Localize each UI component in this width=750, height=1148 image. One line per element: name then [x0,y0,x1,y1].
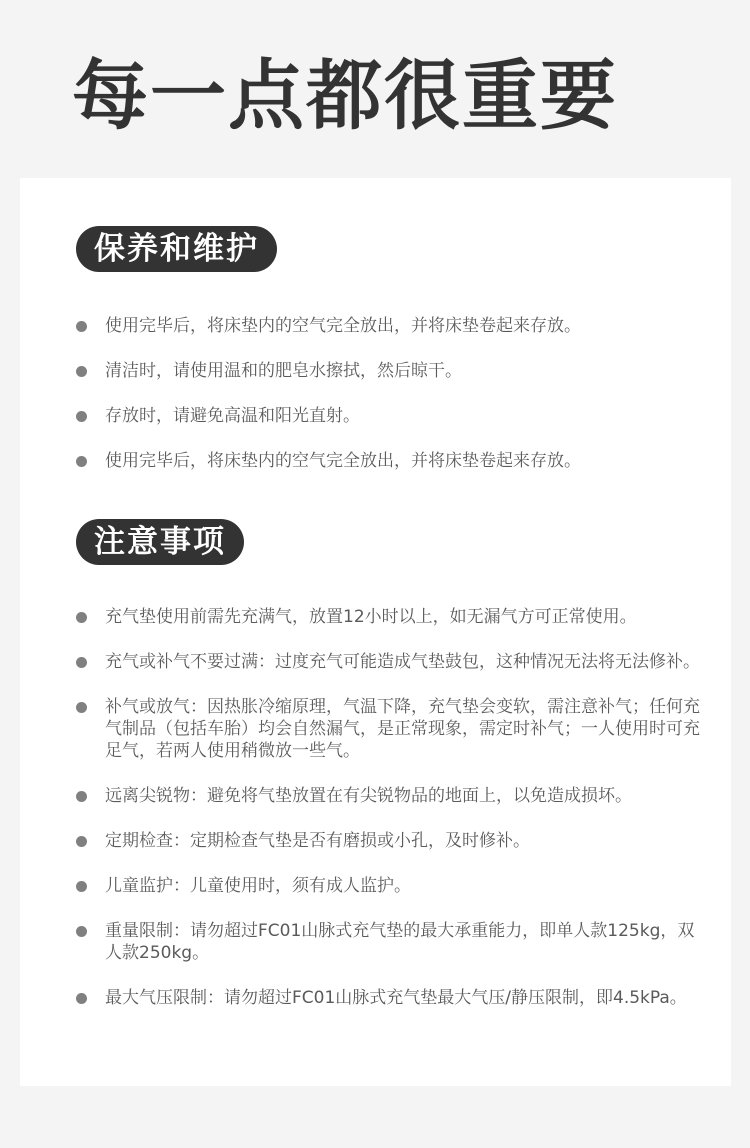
list-item [76,360,703,382]
list-item-text: 远离尖锐物：避免将气垫放置在有尖锐物品的地面上，以免造成损坏。 [105,786,632,806]
list-item [76,696,703,762]
bullet-dot-icon [76,456,87,467]
list-item-text: 使用完毕后，将床垫内的空气完全放出，并将床垫卷起来存放。 [105,451,581,471]
list-item-text: 充气或补气不要过满：过度充气可能造成气垫鼓包，这种情况无法将无法修补。 [105,652,700,672]
list-item [76,830,703,852]
bullet-dot-icon [76,836,87,847]
content-card [20,178,731,1086]
list-item [76,651,703,673]
bullet-dot-icon [76,881,87,892]
list-item-text: 重量限制：请勿超过FC01山脉式充气垫的最大承重能力，即单人款125kg，双人款250kg。 [105,921,695,963]
bullet-dot-icon [76,366,87,377]
list-item-text: 存放时，请避免高温和阳光直射。 [105,406,360,426]
list-item [76,920,703,964]
list-item [76,987,703,1009]
page-title: 每一点都很重要 [72,51,618,140]
bullet-dot-icon [76,993,87,1004]
list-item-text: 定期检查：定期检查气垫是否有磨损或小孔，及时修补。 [105,831,530,851]
list-item-text: 充气垫使用前需先充满气，放置12小时以上，如无漏气方可正常使用。 [105,607,637,627]
section-heading-maintenance: 保养和维护 [76,226,277,272]
list-item-text: 使用完毕后，将床垫内的空气完全放出，并将床垫卷起来存放。 [105,316,581,336]
bullet-dot-icon [76,791,87,802]
bullet-dot-icon [76,612,87,623]
list-item-text: 清洁时，请使用温和的肥皂水擦拭，然后晾干。 [105,361,462,381]
list-item-text: 最大气压限制：请勿超过FC01山脉式充气垫最大气压/静压限制，即4.5kPa。 [105,988,687,1008]
list-item-text: 补气或放气：因热胀冷缩原理，气温下降，充气垫会变软，需注意补气；任何充气制品（包括车胎）均会自然漏气，是正常现象，需定时补气；一人使用时可充足气，若两人使用稍微放一些气。 [105,697,700,761]
list-item [76,606,703,628]
bullet-dot-icon [76,657,87,668]
list-item [76,875,703,897]
section-heading-precautions: 注意事项 [76,519,244,565]
list-item [76,405,703,427]
list-item-text: 儿童监护：儿童使用时，须有成人监护。 [105,876,411,896]
bullet-dot-icon [76,926,87,937]
bullet-dot-icon [76,702,87,713]
list-item [76,450,703,472]
precautions-list [76,606,703,1032]
maintenance-list [76,315,703,495]
list-item [76,315,703,337]
bullet-dot-icon [76,411,87,422]
bullet-dot-icon [76,321,87,332]
list-item [76,785,703,807]
